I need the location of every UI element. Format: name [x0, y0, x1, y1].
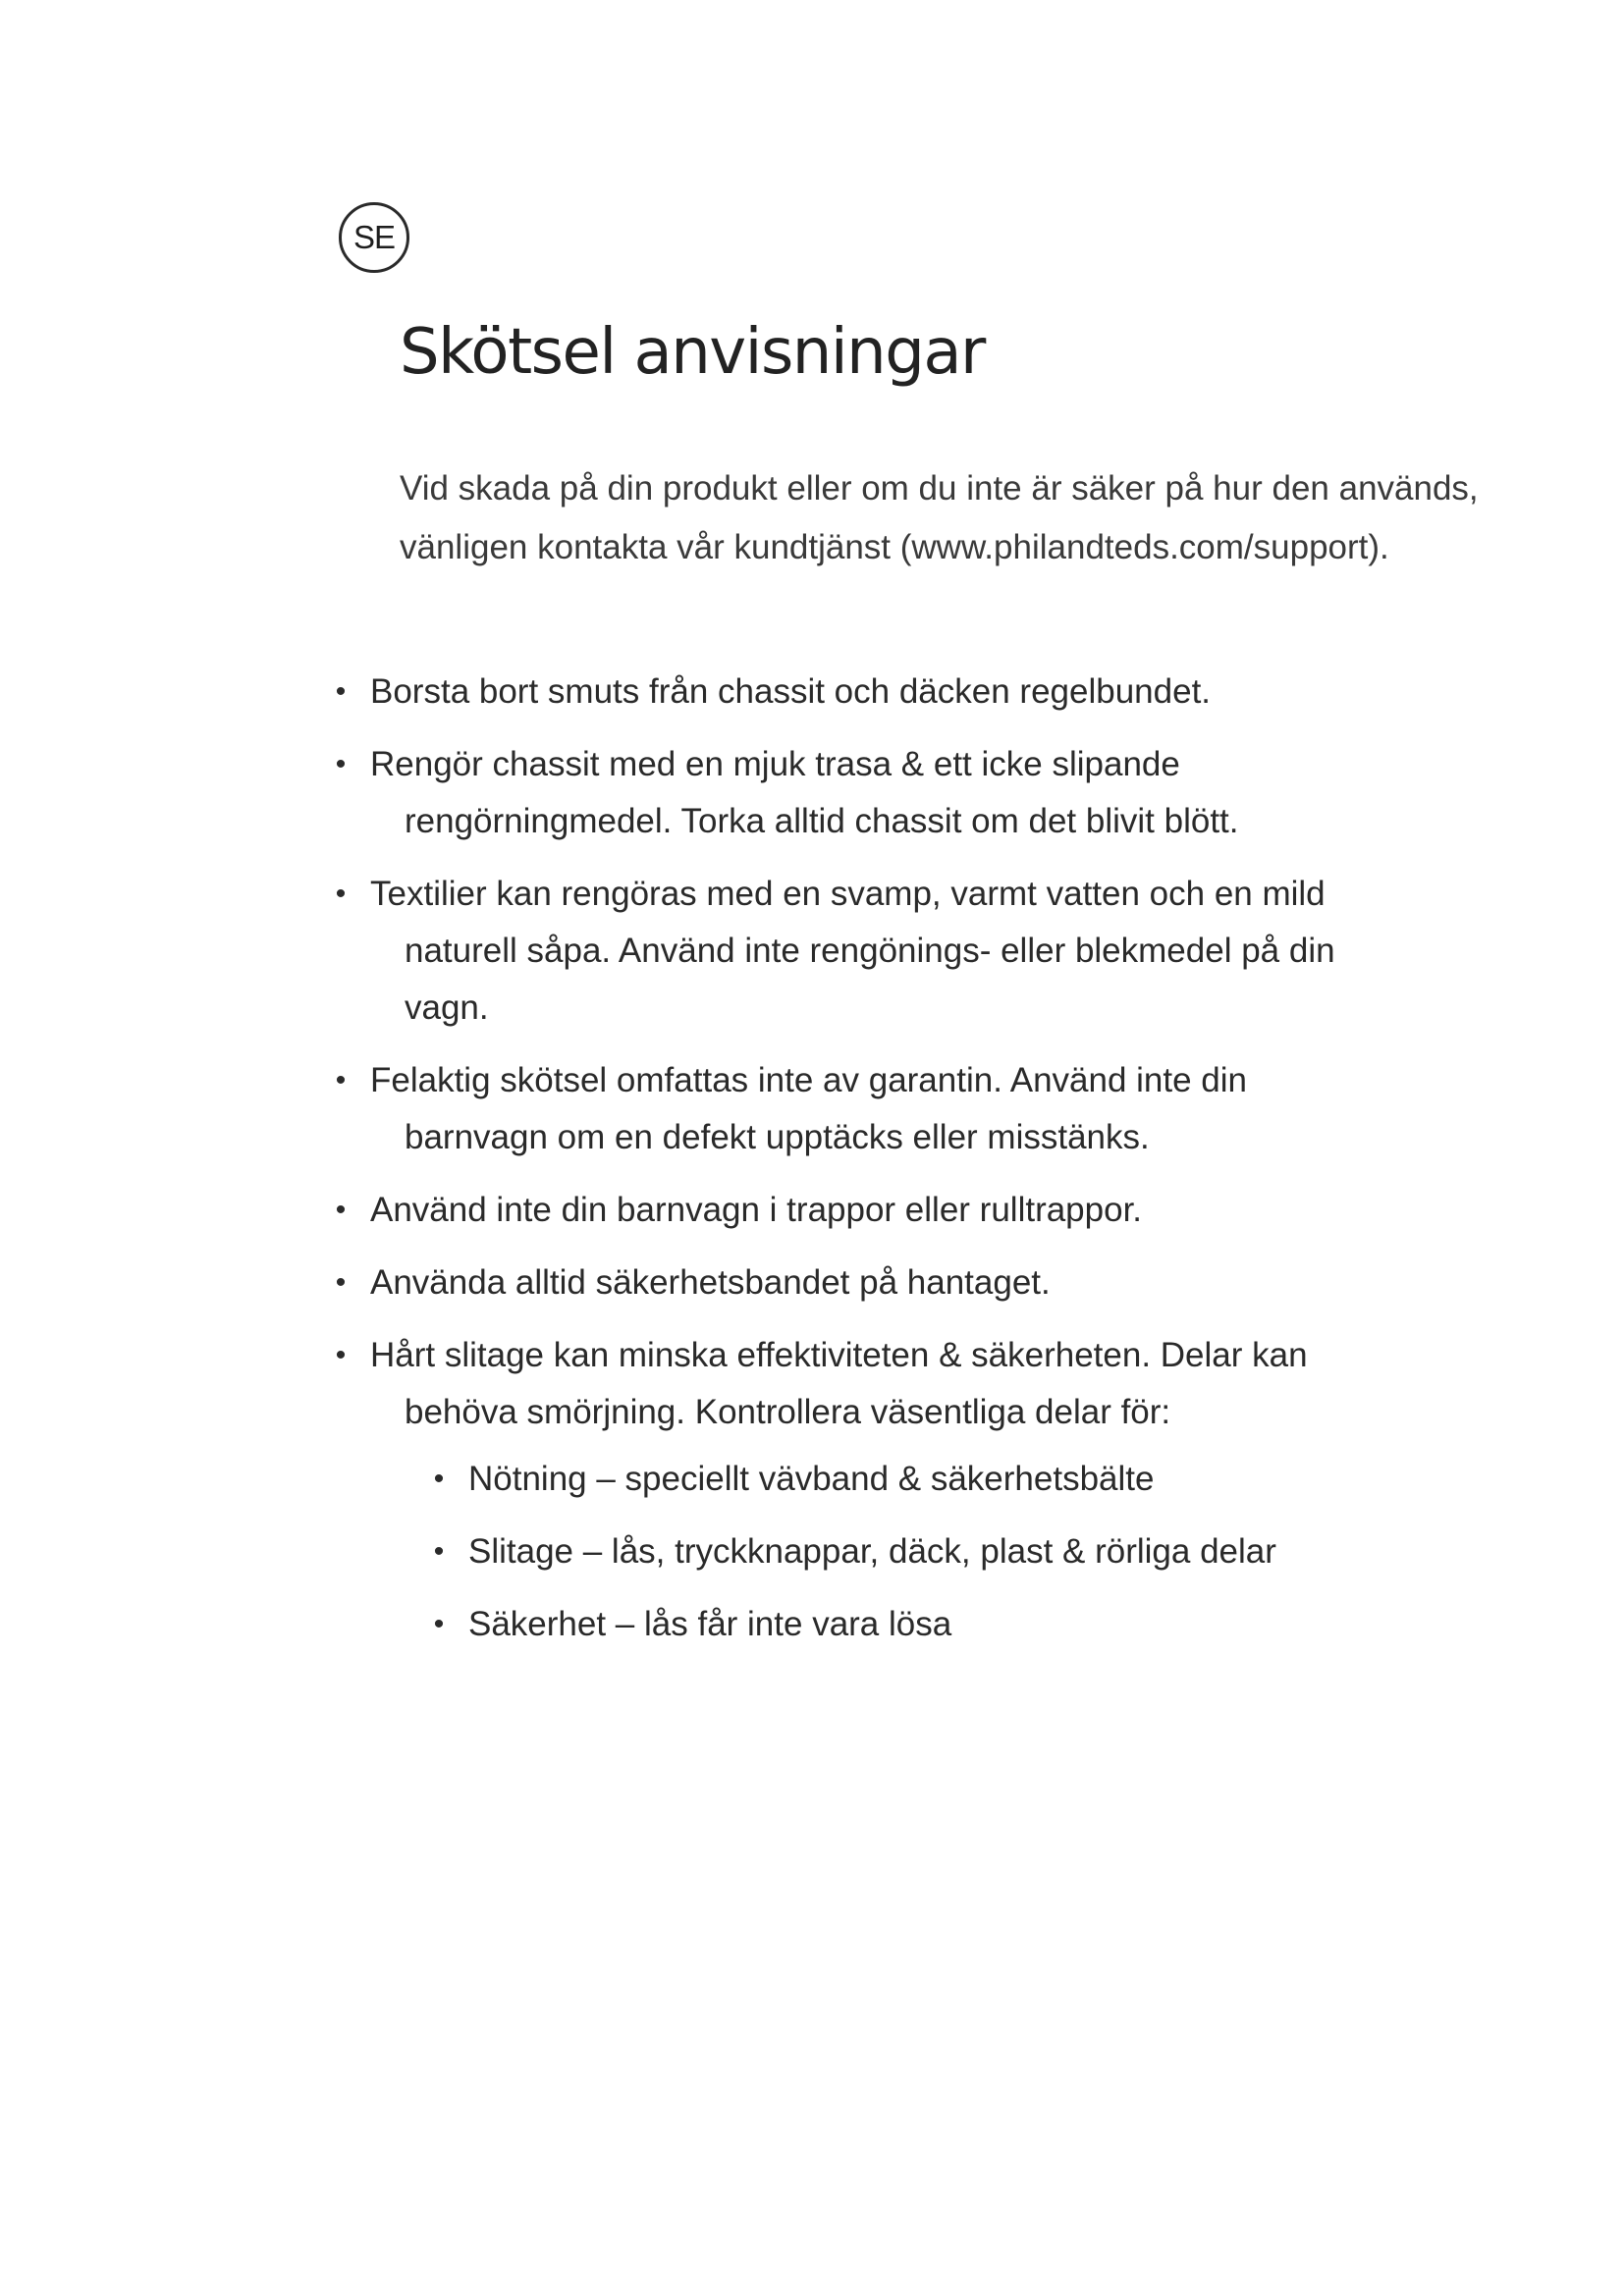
bullet-icon: • [433, 1463, 445, 1495]
inspection-sub-list [370, 1451, 1473, 1653]
list-item-text: Felaktig skötsel omfattas inte av garantin. Använd inte din [370, 1061, 1248, 1099]
sub-list-item [432, 1596, 1473, 1653]
list-item-text: naturell såpa. Använd inte rengönings- eller blekmedel på din [405, 932, 1335, 970]
bullet-icon: • [335, 878, 347, 910]
intro-line: vänligen kontakta vår kundtjänst (www.philandteds.com/support). [400, 528, 1389, 566]
list-item-text: behöva smörjning. Kontrollera väsentliga delar för: [405, 1393, 1171, 1431]
sub-list-item-text: Säkerhet – lås får inte vara lösa [468, 1605, 952, 1643]
bullet-icon: • [335, 1339, 347, 1371]
bullet-icon: • [335, 1266, 347, 1299]
bullet-icon: • [433, 1608, 445, 1640]
sub-list-item [432, 1523, 1473, 1580]
list-item-text: rengörningmedel. Torka alltid chassit om det blivit blött. [405, 802, 1239, 840]
page-title: Skötsel anvisningar [400, 316, 985, 389]
language-badge-icon [339, 202, 409, 273]
list-item-text: barnvagn om en defekt upptäcks eller misstänks. [405, 1118, 1150, 1156]
list-item-text: Borsta bort smuts från chassit och däcken regelbundet. [370, 672, 1212, 711]
sub-list-item [432, 1451, 1473, 1508]
bullet-icon: • [335, 1064, 347, 1096]
sub-list-item-text: Slitage – lås, tryckknappar, däck, plast & rörliga delar [468, 1532, 1276, 1571]
list-item-text: Hårt slitage kan minska effektiviteten & säkerheten. Delar kan [370, 1336, 1308, 1374]
bullet-icon: • [335, 748, 347, 780]
care-instructions-list [334, 664, 1473, 1669]
list-item-text: Använd inte din barnvagn i trappor eller rulltrappor. [370, 1191, 1143, 1229]
list-item [334, 736, 1473, 850]
list-item-text: Använda alltid säkerhetsbandet på hantaget. [370, 1263, 1051, 1302]
list-item-text: Rengör chassit med en mjuk trasa & ett icke slipande [370, 745, 1180, 783]
bullet-icon: • [433, 1535, 445, 1568]
list-item-text: vagn. [405, 988, 489, 1027]
intro-paragraph [400, 459, 1558, 577]
list-item-text: Textilier kan rengöras med en svamp, varmt vatten och en mild [370, 875, 1326, 913]
list-item [334, 1255, 1473, 1311]
language-badge-label: SE [352, 219, 396, 255]
list-item [334, 1052, 1473, 1166]
intro-line: Vid skada på din produkt eller om du inte är säker på hur den används, [400, 469, 1479, 507]
sub-list-item-text: Nötning – speciellt vävband & säkerhetsbälte [468, 1460, 1155, 1498]
bullet-icon: • [335, 675, 347, 708]
list-item [334, 1327, 1473, 1653]
bullet-icon: • [335, 1194, 347, 1226]
list-item [334, 866, 1473, 1037]
list-item [334, 1182, 1473, 1239]
list-item [334, 664, 1473, 721]
